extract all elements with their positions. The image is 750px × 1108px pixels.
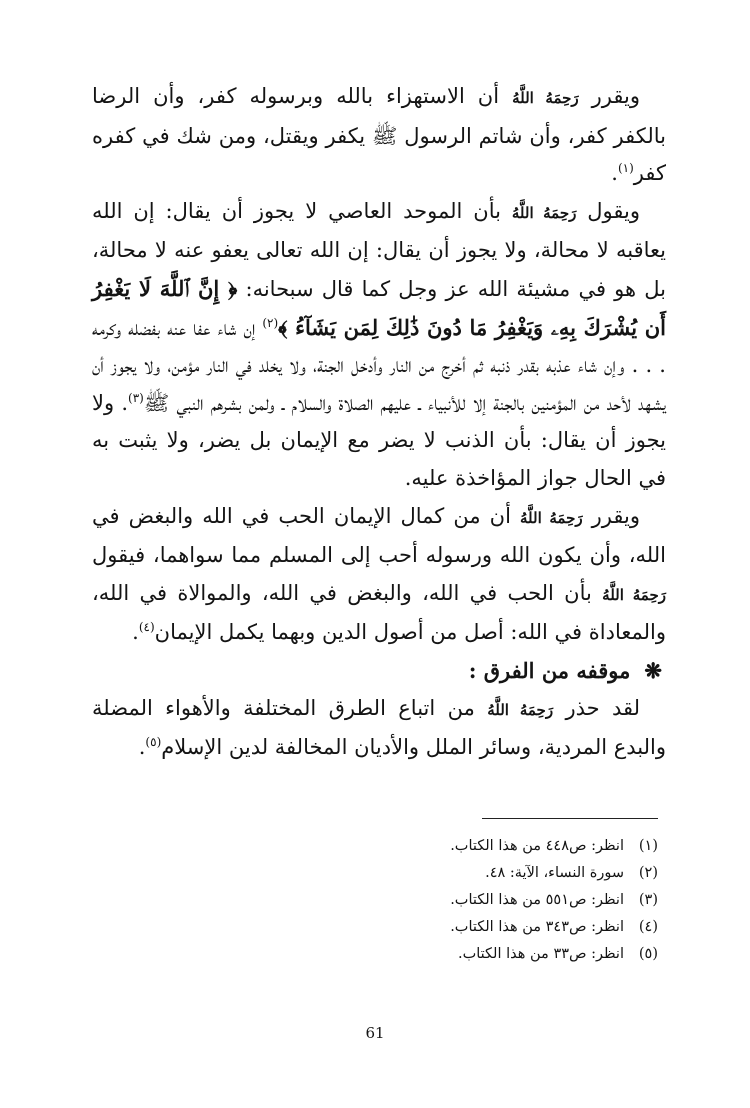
text-run: بأن الموحد العاصي لا يجوز أن يقال: إن الله يعاقبه لا محالة، ولا يجوز أن يقال: إن الله تعالى يعفو عنه لا محالة، بل هو في مشيئة الله عز وجل كما قال سبحانه: [92,198,666,301]
footnote-number: (١) [638,838,658,854]
text-run: ويقرر [578,84,640,108]
footnote-ref-4: (٤) [138,620,155,635]
text-run: . [132,620,139,645]
footnote-text: انظر: ص٥٥١ من هذا الكتاب. [450,892,624,908]
honorific: رَحِمَهُ اللَّهُ [512,89,579,107]
honorific: رَحِمَهُ اللَّهُ [511,203,577,222]
text-run: ويقول [576,198,641,223]
text-run: . ولا يجوز أن يقال: بأن الذنب لا يضر مع الإيمان بل يضر، ولا يثبت به في الحال جواز المؤاخذة عليه. [92,390,666,490]
page-number: 61 [365,1024,385,1042]
footnote-ref-3: (٣) [128,390,144,405]
text-run: ويقرر [582,503,640,528]
section-heading [92,652,666,690]
quran-verse: ﴿ إِنَّ ٱللَّهَ لَا يَغْفِرُ أَن يُشْرَكَ بِهِۦ وَيَغْفِرُ مَا دُونَ ذَٰلِكَ لِمَن يَشَآءُ ﴾ [92,275,666,340]
honorific: رَحِمَهُ اللَّهُ [602,585,666,604]
footnote [298,860,658,887]
text-run: أن من كمال الإيمان الحب في الله والبغض في الله، وأن يكون الله ورسوله أحب إلى المسلم مما سواهما، فيقول [92,503,666,568]
footnotes [298,833,658,968]
text-run: بأن الحب في الله، والبغض في الله، والموالاة في الله، والمعاداة في الله: أصل من أصول الدين وبهما يكمل الإيمان [92,580,666,645]
footnote-number: (٥) [638,946,658,962]
honorific: رَحِمَهُ اللَّهُ [487,700,554,719]
paragraph-4 [92,690,666,767]
footnote [298,914,658,941]
paragraph-3 [92,498,666,652]
section-heading-text: موقفه من الفرق : [468,657,631,683]
footnote [298,833,658,860]
footnote-number: (٤) [638,919,658,935]
text-run: . [138,735,146,760]
footnote-text: انظر: ص٤٤٨ من هذا الكتاب. [450,838,624,854]
text-run: أن الاستهزاء بالله وبرسوله كفر، وأن الرضا بالكفر كفر، وأن شاتم الرسول ﷺ يكفر ويقتل، ومن شك في كفره كفر [92,84,666,186]
star-ornament-icon: ❋ [644,657,662,683]
paragraph-2 [92,193,666,498]
text-run: لقد حذر [553,695,640,720]
main-text [92,78,666,767]
footnote-ref-1: (١) [617,161,634,176]
footnote-text: انظر: ص٣٤٣ من هذا الكتاب. [450,919,624,935]
paragraph-1 [92,78,666,193]
honorific: رَحِمَهُ اللَّهُ [520,508,583,527]
footnote-number: (٢) [638,865,658,881]
footnote [298,941,658,968]
text-run: من اتباع الطرق المختلفة والأهواء المضلة والبدع المردية، وسائر الملل والأديان المخالفة لدين الإسلام [92,695,666,760]
footnote-text: سورة النساء، الآية: ٤٨. [485,865,624,881]
footnote-separator [482,818,658,819]
footnote-ref-5: (٥) [145,735,162,750]
footnote [298,887,658,914]
footnote-number: (٣) [638,892,658,908]
text-run: . [611,161,618,186]
footnote-ref-2: (٢) [262,315,279,330]
text-run: إن شاء عفا عنه بفضله وكرمه . . . وإن شاء عذبه بقدر ذنبه ثم أخرج من النار وأدخل الجنة، ولا يخلد في النار مؤمن، ولا يجوز أن يشهد لأحد من المؤمنين بالجنة إلا للأنبياء ـ عليهم الصلاة والسلام ـ ولمن بشرهم النبي ﷺ [92,315,666,415]
footnote-text: انظر: ص٣٣ من هذا الكتاب. [458,946,624,962]
